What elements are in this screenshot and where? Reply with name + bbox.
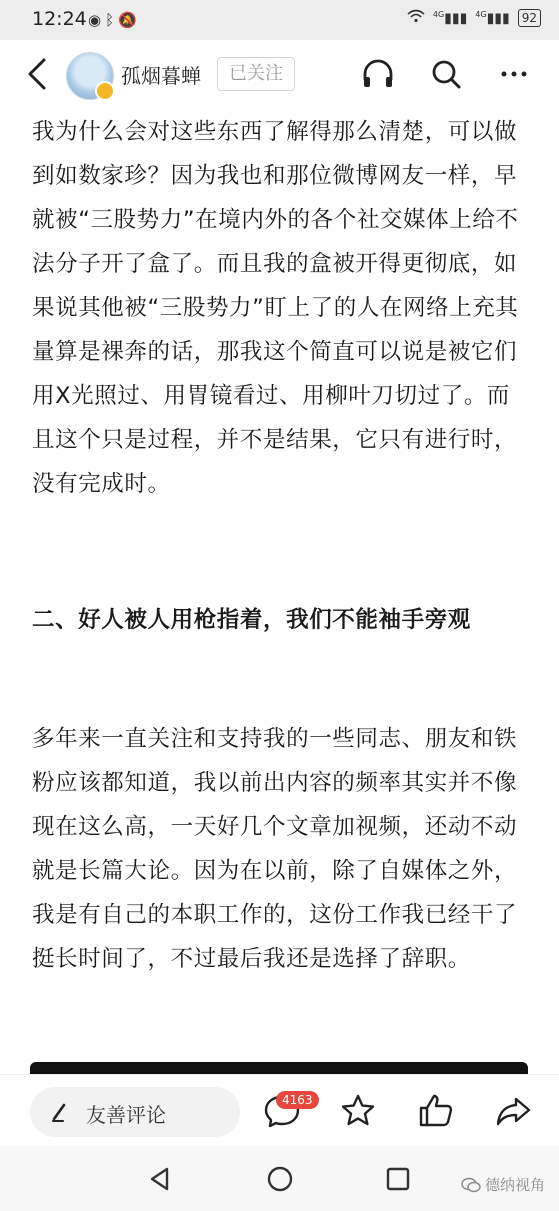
star-icon bbox=[338, 1091, 378, 1131]
system-nav-bar bbox=[0, 1146, 559, 1211]
article-header bbox=[0, 40, 559, 108]
comment-count-badge: 4163 bbox=[276, 1091, 319, 1109]
square-recents-icon bbox=[383, 1164, 413, 1194]
comment-placeholder: 友善评论 bbox=[86, 1103, 166, 1127]
triangle-back-icon bbox=[145, 1164, 175, 1194]
article-paragraph: 我为什么会对这些东西了解得那么清楚，可以做到如数家珍？因为我也和那位微博网友一样，早就被“三股势力”在境内外的各个社交媒体上给不法分子开了盒了。而且我的盒被开得更彻底，如果说其他被“三股势力”盯上了的人在网络上充其量算是裸奔的话，那我这个简直可以说是被它们用X光照过、用胃镜看过、用柳叶刀切过了。而且这个只是过程，并不是结果，它只有进行时，没有完成时。 bbox=[32, 119, 519, 497]
like-button[interactable] bbox=[416, 1091, 456, 1131]
more-button[interactable] bbox=[496, 56, 532, 92]
favorite-button[interactable] bbox=[338, 1091, 378, 1131]
wechat-watermark bbox=[461, 1174, 545, 1195]
watermark-text: 德纳视角 bbox=[484, 1176, 545, 1194]
headphones-icon bbox=[360, 56, 396, 92]
listen-button[interactable] bbox=[360, 56, 396, 92]
mute-icon: 🔕 bbox=[118, 11, 141, 29]
follow-button[interactable]: 已关注 bbox=[217, 57, 295, 91]
status-time: 12:24 bbox=[32, 8, 87, 30]
wechat-icon bbox=[461, 1177, 481, 1193]
circle-home-icon bbox=[265, 1164, 295, 1194]
eye-icon: ◉ bbox=[88, 11, 106, 29]
back-button[interactable] bbox=[22, 52, 62, 96]
status-bar bbox=[0, 0, 559, 40]
status-right bbox=[407, 9, 541, 27]
signal-icon-1: $^{4G}$▮▮▮ bbox=[432, 9, 468, 27]
verified-badge-icon bbox=[95, 81, 115, 101]
wifi-icon bbox=[407, 9, 425, 27]
signal-icon-2: $^{4G}$▮▮▮ bbox=[475, 9, 510, 27]
article-paragraph: 多年来一直关注和支持我的一些同志、朋友和铁粉应该都知道，我以前出内容的频率其实并不像现在这么高，一天好几个文章加视频，还动不动就是长篇大论。因为在以前，除了自媒体之外，我是有自己的本职工作的，这份工作我已经干了挺长时间了，不过最后我还是选择了辞职。 bbox=[32, 726, 518, 972]
status-icons bbox=[88, 11, 141, 29]
bluetooth-icon: ᛒ bbox=[105, 11, 119, 29]
nav-back-button[interactable] bbox=[145, 1164, 175, 1194]
more-icon bbox=[496, 56, 532, 92]
author-name[interactable]: 孤烟暮蝉 bbox=[121, 64, 201, 88]
chevron-left-icon bbox=[22, 52, 62, 96]
section-heading: 二、好人被人用枪指着，我们不能袖手旁观 bbox=[32, 607, 471, 633]
comment-input[interactable] bbox=[30, 1087, 240, 1137]
battery-indicator: 92 bbox=[518, 9, 541, 27]
search-icon bbox=[428, 56, 464, 92]
thumbs-up-icon bbox=[416, 1091, 456, 1131]
nav-home-button[interactable] bbox=[265, 1164, 295, 1194]
share-button[interactable] bbox=[494, 1091, 534, 1131]
share-icon bbox=[494, 1091, 534, 1131]
search-button[interactable] bbox=[428, 56, 464, 92]
action-bar bbox=[0, 1074, 559, 1147]
nav-recents-button[interactable] bbox=[383, 1164, 413, 1194]
pen-icon bbox=[50, 1101, 72, 1123]
author-avatar[interactable] bbox=[66, 52, 114, 100]
